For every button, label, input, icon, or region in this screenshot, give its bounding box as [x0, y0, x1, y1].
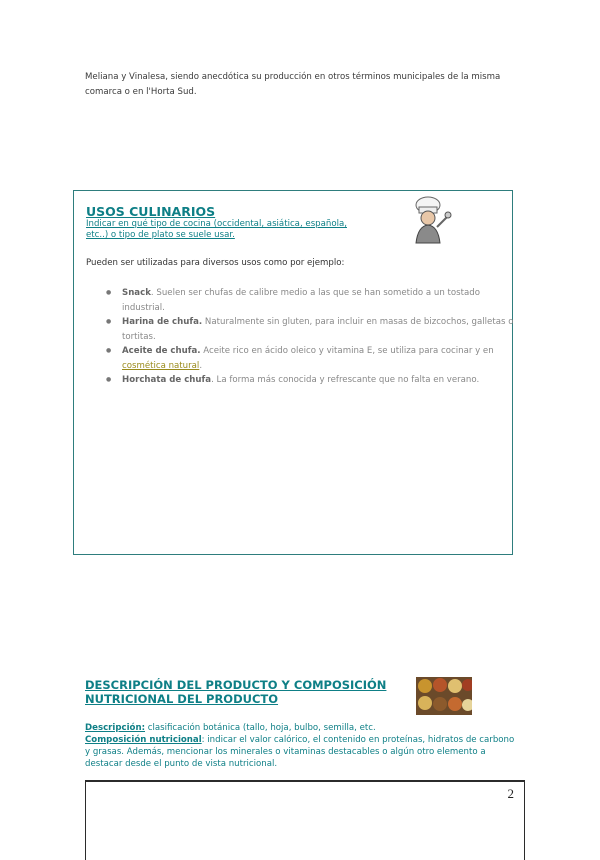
list-item: ● Snack. Suelen ser chufas de calibre medio a las que se han sometido a un tostado industrial.: [106, 286, 514, 315]
page-number: 2: [507, 786, 514, 801]
usos-subtitle: Indicar en qué tipo de cocina (occidental, asiática, española, etc..) o tipo de plato se suele usar.: [86, 219, 347, 240]
usos-lead: Pueden ser utilizadas para diversos usos como por ejemplo:: [86, 258, 345, 268]
chef-icon: [404, 195, 452, 245]
descripcion-title: DESCRIPCIÓN DEL PRODUCTO Y COMPOSICIÓN NUTRICIONAL DEL PRODUCTO: [85, 678, 387, 706]
descripcion-label: Descripción:: [85, 723, 146, 733]
composicion-label: Composición nutricional: [85, 735, 202, 745]
list-item: ● Harina de chufa. Naturalmente sin gluten, para incluir en masas de bizcochos, galletas o tortitas.: [106, 315, 514, 344]
list-item: ● Horchata de chufa. La forma más conocida y refrescante que no falta en verano.: [106, 373, 514, 388]
cosmetica-link[interactable]: cosmética natural: [122, 360, 200, 371]
spices-image: [416, 677, 472, 715]
list-item: ● Aceite de chufa. Aceite rico en ácido oleico y vitamina E, se utiliza para cocinar y en cosmética natural.: [106, 344, 514, 373]
usos-culinarios-box: [73, 190, 513, 555]
intro-paragraph: Meliana y Vinalesa, siendo anecdótica su producción en otros términos municipales de la misma comarca o en l'Horta Sud.: [85, 72, 501, 97]
descripcion-body: Descripción: clasificación botánica (tallo, hoja, bulbo, semilla, etc. Composición nutricional: indicar el valor calórico, el contenido en proteínas, hidratos de carbono y grasas. Además, mencionar los minerales o vitaminas destacables o algún otro elemento a destacar desde el punto de vista nutricional.: [85, 723, 515, 769]
usos-title: USOS CULINARIOS: [86, 204, 216, 219]
bottom-text-box: [85, 780, 525, 860]
usos-list: [106, 286, 514, 388]
